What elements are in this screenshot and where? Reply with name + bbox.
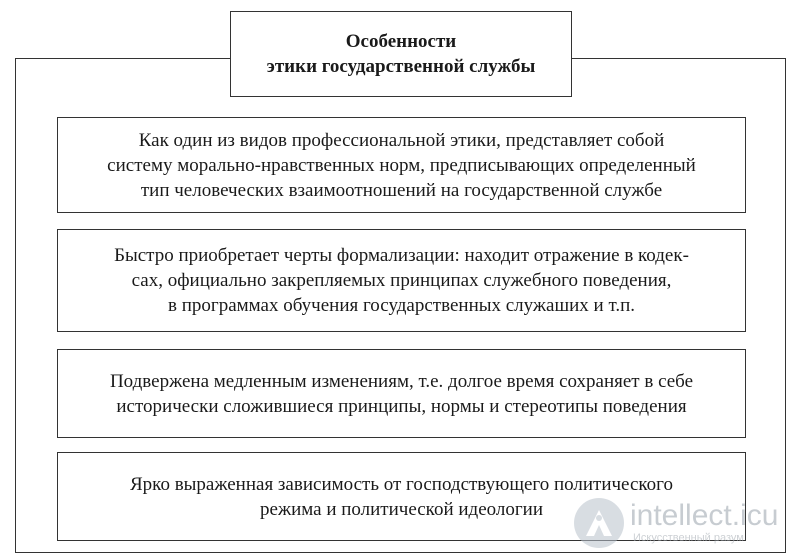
feature-text-line: систему морально-нравственных норм, предписывающих определенный xyxy=(107,154,696,176)
feature-text-line: сах, официально закрепляемых принципах служебного поведения, xyxy=(131,270,672,291)
feature-text-line: в программах обучения государственных служаших и т.п. xyxy=(168,295,635,316)
feature-text-line: исторически сложившиеся принципы, нормы и стереотипы поведения xyxy=(116,395,687,417)
feature-box-1 xyxy=(57,117,746,213)
intellect-logo-icon xyxy=(574,498,624,548)
feature-box-3 xyxy=(57,349,746,438)
title-line-2: этики государственной службы xyxy=(266,56,536,77)
title-line-1: Особенности xyxy=(345,31,457,52)
watermark-text: intellect.icu xyxy=(630,499,779,532)
diagram-title xyxy=(230,11,572,97)
watermark xyxy=(574,490,786,556)
feature-box-2 xyxy=(57,229,746,332)
feature-text-line: Ярко выраженная зависимость от господствующего политического xyxy=(130,473,673,495)
feature-text-line: режима и политической идеологии xyxy=(260,498,543,520)
feature-text-line: Как один из видов профессиональной этики, представляет собой xyxy=(138,129,665,151)
feature-text-line: Подвержена медленным изменениям, т.е. долгое время сохраняет в себе xyxy=(109,370,694,392)
feature-text-line: Быстро приобретает черты формализации: находит отражение в кодек- xyxy=(114,245,689,266)
watermark-subtext: Искусственный разум xyxy=(633,532,744,544)
feature-text-line: тип человеческих взаимоотношений на государственной службе xyxy=(140,179,663,201)
